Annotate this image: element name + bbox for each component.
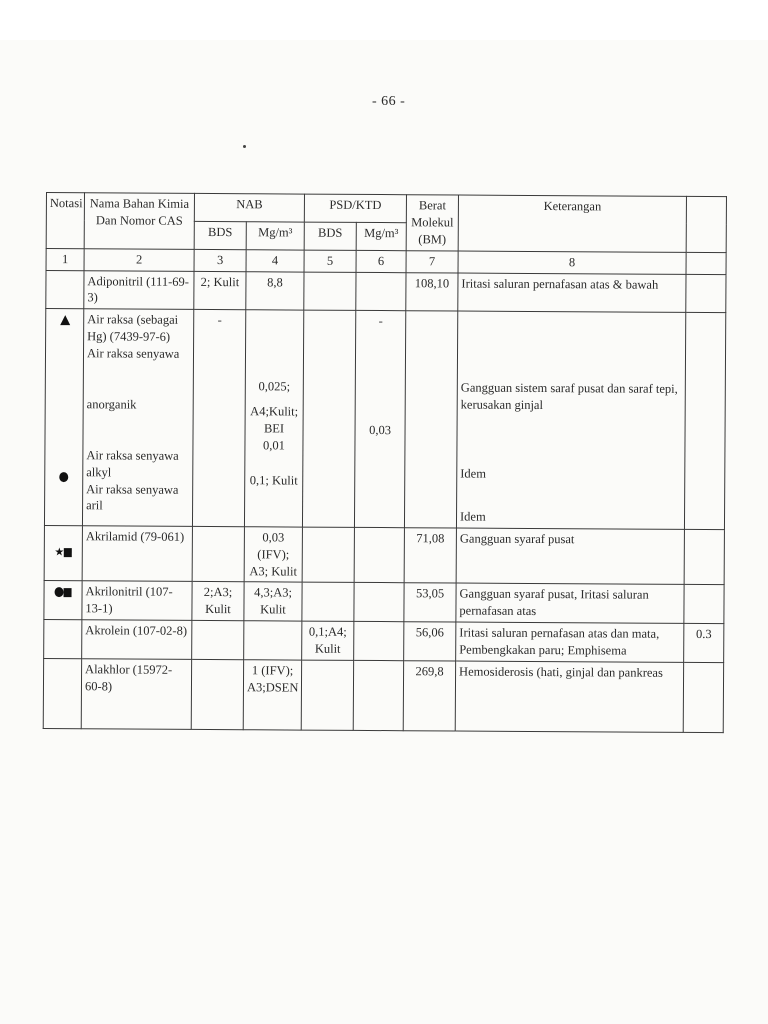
bm: 269,8	[403, 661, 455, 731]
header-berat: Berat Molekul (BM)	[406, 195, 458, 251]
col-num: 4	[246, 249, 304, 271]
header-nab: NAB	[194, 193, 304, 221]
airraksa-sub3-nab: 0,01	[262, 438, 285, 453]
notasi-cell	[44, 620, 82, 659]
airraksa-sub2-nab: A4;Kulit; BEI	[250, 404, 299, 436]
notasi-cell	[44, 525, 82, 581]
airraksa-sub2-name: anorganik	[86, 397, 137, 412]
keterangan: Iritasi saluran pernafasan atas & bawah	[458, 273, 686, 313]
nab-mg	[244, 310, 303, 527]
chemical-name	[82, 309, 193, 526]
circle-icon	[59, 472, 68, 482]
notasi-cell	[46, 270, 84, 309]
bm: 56,06	[404, 622, 456, 661]
airraksa-sub1-name: Air raksa senyawa	[86, 346, 180, 361]
psd-mg	[354, 583, 404, 622]
psd-mg	[356, 272, 406, 311]
psd-mg	[354, 311, 405, 528]
keterangan	[456, 311, 685, 529]
airraksa-sub3-name: Air raksa senyawa alkyl	[86, 448, 179, 480]
extra-cell	[684, 585, 724, 624]
airraksa-sub3-ket: Idem	[460, 466, 487, 481]
nab-mg: 1 (IFV); A3;DSEN	[243, 660, 301, 730]
col-num: 1	[46, 248, 84, 270]
keterangan: Iritasi saluran pernafasan atas dan mata, Pembengkakan paru; Emphisema	[456, 622, 684, 662]
header-psd-bds: BDS	[304, 222, 356, 250]
nab-bds: 2;A3; Kulit	[192, 582, 244, 621]
airraksa-sub4-name: Air raksa senyawa aril	[86, 481, 179, 513]
keterangan: Hemosiderosis (hati, ginjal dan pankreas	[455, 661, 683, 732]
psd-bds: 0,1;A4; Kulit	[302, 621, 354, 660]
keterangan: Gangguan syaraf pusat	[456, 528, 684, 585]
table-row	[43, 658, 723, 732]
chemical-name: Akrolein (107-02-8)	[82, 620, 192, 659]
header-nama: Nama Bahan Kimia Dan Nomor CAS	[84, 193, 194, 249]
nab-bds: -	[192, 310, 245, 527]
star-icon: ★	[54, 546, 65, 559]
scan-speck	[243, 145, 246, 148]
psd-bds	[304, 272, 356, 311]
chemical-name: Alakhlor (15972-60-8)	[81, 659, 191, 730]
triangle-icon	[60, 315, 70, 325]
psd-bds	[302, 310, 355, 527]
col-num: 7	[406, 250, 458, 272]
header-psd-mg: Mg/m³	[356, 222, 406, 250]
square-icon	[64, 548, 72, 557]
extra-cell	[684, 529, 724, 585]
nab-mg	[244, 621, 302, 660]
airraksa-sub1-ket: Gangguan sistem saraf pusat dan saraf tepi, kerusakan ginjal	[460, 380, 678, 413]
psd-mg	[353, 660, 403, 730]
nab-bds	[192, 526, 244, 582]
header-keterangan: Keterangan	[458, 195, 686, 252]
airraksa-sub1-nab: 0,025;	[258, 379, 291, 394]
extra-cell	[686, 274, 726, 313]
extra-cell: 0.3	[684, 624, 724, 663]
header-extra	[686, 196, 726, 252]
bm: 53,05	[404, 583, 456, 622]
col-num-empty	[686, 252, 726, 274]
nab-mg: 4,3;A3; Kulit	[244, 582, 302, 621]
bm: 108,10	[406, 272, 458, 311]
col-num: 6	[356, 250, 406, 272]
nab-bds	[192, 621, 244, 660]
table-row	[44, 581, 724, 624]
header-row-1	[46, 193, 726, 225]
notasi-cell	[43, 658, 81, 728]
top-margin	[0, 0, 768, 40]
table-row	[44, 525, 724, 585]
col-num: 5	[304, 250, 356, 272]
table-row	[44, 309, 725, 530]
psd-bds	[302, 527, 354, 583]
bm	[404, 311, 457, 528]
bm: 71,08	[404, 527, 456, 583]
chemical-table	[43, 192, 727, 733]
chemical-name: Akrilonitril (107-13-1)	[82, 581, 192, 620]
airraksa-psd-dash: -	[378, 314, 383, 329]
table-row	[44, 620, 724, 663]
col-num: 3	[194, 249, 246, 271]
psd-mg	[354, 622, 404, 661]
extra-cell	[683, 662, 723, 732]
notasi-cell	[44, 309, 83, 526]
psd-bds	[301, 660, 353, 730]
airraksa-sub2-psd: 0,03	[369, 423, 392, 438]
keterangan: Gangguan syaraf pusat, Iritasi saluran pernafasan atas	[456, 583, 684, 623]
circle-icon	[55, 587, 64, 597]
header-nab-mg: Mg/m³	[246, 222, 304, 250]
nab-bds: 2; Kulit	[194, 271, 246, 310]
nab-mg: 0,03 (IFV); A3; Kulit	[244, 526, 302, 582]
airraksa-sub4-nab: 0,1; Kulit	[249, 473, 298, 488]
airraksa-sub4-ket: Idem	[459, 509, 486, 524]
psd-mg	[354, 527, 404, 583]
chemical-name: Adiponitril (111-69-3)	[84, 270, 194, 309]
header-psd: PSD/KTD	[304, 194, 406, 222]
psd-bds	[302, 582, 354, 621]
table-row	[46, 270, 726, 313]
nab-bds	[191, 659, 243, 729]
col-num: 8	[458, 251, 686, 274]
airraksa-name: Air raksa (sebagai Hg) (7439-97-6)	[87, 312, 179, 344]
square-icon	[64, 588, 72, 597]
nab-mg: 8,8	[246, 271, 304, 310]
extra-cell	[684, 313, 725, 530]
header-notasi: Notasi	[46, 193, 84, 249]
page-number: - 66 -	[372, 94, 406, 109]
header-nab-bds: BDS	[194, 221, 246, 249]
notasi-cell	[44, 581, 82, 620]
col-num: 2	[84, 248, 194, 271]
chemical-name: Akrilamid (79-061)	[82, 525, 192, 581]
